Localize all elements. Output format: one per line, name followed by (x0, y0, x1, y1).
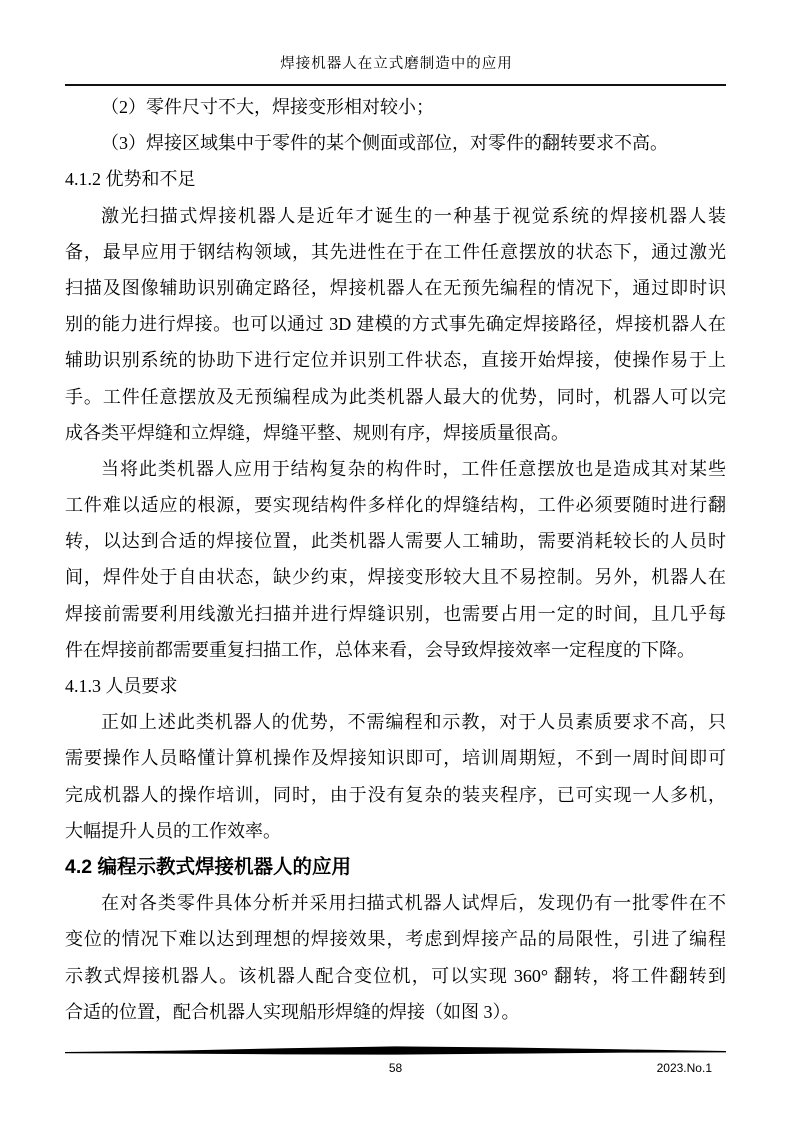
page-number: 58 (388, 1061, 403, 1075)
paragraph-line: 焊接前需要利用线激光扫描并进行焊缝识别，也需要占用一定的时间，且几乎每 (65, 603, 726, 624)
paragraph-line: 正如上述此类机器人的优势，不需编程和示教，对于人员素质要求不高，只 (101, 712, 726, 733)
footer-decorative-bar (65, 1046, 726, 1055)
paragraph-line: 示教式焊接机器人。该机器人配合变位机，可以实现 360° 翻转，将工件翻转到 (65, 965, 726, 986)
paragraph-line: 扫描及图像辅助识别确定路径，焊接机器人在无预先编程的情况下，通过即时识 (65, 277, 726, 298)
paragraph-line: 大幅提升人员的工作效率。 (65, 820, 281, 841)
paragraph-line: 工件难以适应的根源，要实现结构件多样化的焊缝结构，工件必须要随时进行翻 (65, 495, 726, 516)
document-body (65, 89, 726, 1030)
list-item-3: （3）焊接区域集中于零件的某个侧面或部位，对零件的翻转要求不高。 (101, 133, 668, 154)
paragraph-line: 别的能力进行焊接。也可以通过 3D 建模的方式事先确定焊接路径，焊接机器人在 (65, 314, 726, 335)
list-item-2: （2）零件尺寸不大，焊接变形相对较小； (101, 97, 434, 117)
paragraph-line: 合适的位置，配合机器人实现船形焊缝的焊接（如图 3）。 (65, 1001, 520, 1022)
paragraph-line: 需要操作人员略懂计算机操作及焊接知识即可，培训周期短，不到一周时间即可 (65, 748, 726, 769)
issue-label: 2023.No.1 (656, 1061, 712, 1075)
paragraph-line: 备，最早应用于钢结构领域，其先进性在于在工件任意摆放的状态下，通过激光 (65, 241, 726, 262)
paragraph-line: 辅助识别系统的协助下进行定位并识别工件状态，直接开始焊接，使操作易于上 (65, 350, 726, 371)
running-title: 焊接机器人在立式磨制造中的应用 (280, 56, 513, 72)
heading-4-1-3: 4.1.3 人员要求 (65, 676, 178, 696)
paragraph-line: 成各类平焊缝和立焊缝，焊缝平整、规则有序，焊接质量很高。 (65, 422, 569, 443)
paragraph-line: 转，以达到合适的焊接位置，此类机器人需要人工辅助，需要消耗较长的人员时 (65, 531, 726, 552)
paragraph-line: 在对各类零件具体分析并采用扫描式机器人试焊后，发现仍有一批零件在不 (101, 893, 726, 914)
tapered-bar-shape (65, 1046, 726, 1055)
paragraph-line: 当将此类机器人应用于结构复杂的构件时，工件任意摆放也是造成其对某些 (101, 458, 726, 479)
paragraph-line: 件在焊接前都需要重复扫描工作，总体来看，会导致焊接效率一定程度的下降。 (65, 639, 695, 660)
heading-4-2: 4.2 编程示教式焊接机器人的应用 (65, 855, 352, 878)
paragraph-line: 完成机器人的操作培训，同时，由于没有复杂的装夹程序，已可实现一人多机， (65, 784, 726, 805)
header-rule (65, 84, 726, 86)
heading-4-1-2: 4.1.2 优势和不足 (65, 169, 196, 190)
paragraph-line: 间，焊件处于自由状态，缺少约束，焊接变形较大且不易控制。另外，机器人在 (65, 567, 726, 588)
paragraph-line: 激光扫描式焊接机器人是近年才诞生的一种基于视觉系统的焊接机器人装 (101, 205, 726, 226)
paragraph-line: 手。工件任意摆放及无预编程成为此类机器人最大的优势，同时，机器人可以完 (65, 386, 726, 407)
paragraph-line: 变位的情况下难以达到理想的焊接效果，考虑到焊接产品的局限性，引进了编程 (65, 929, 726, 950)
